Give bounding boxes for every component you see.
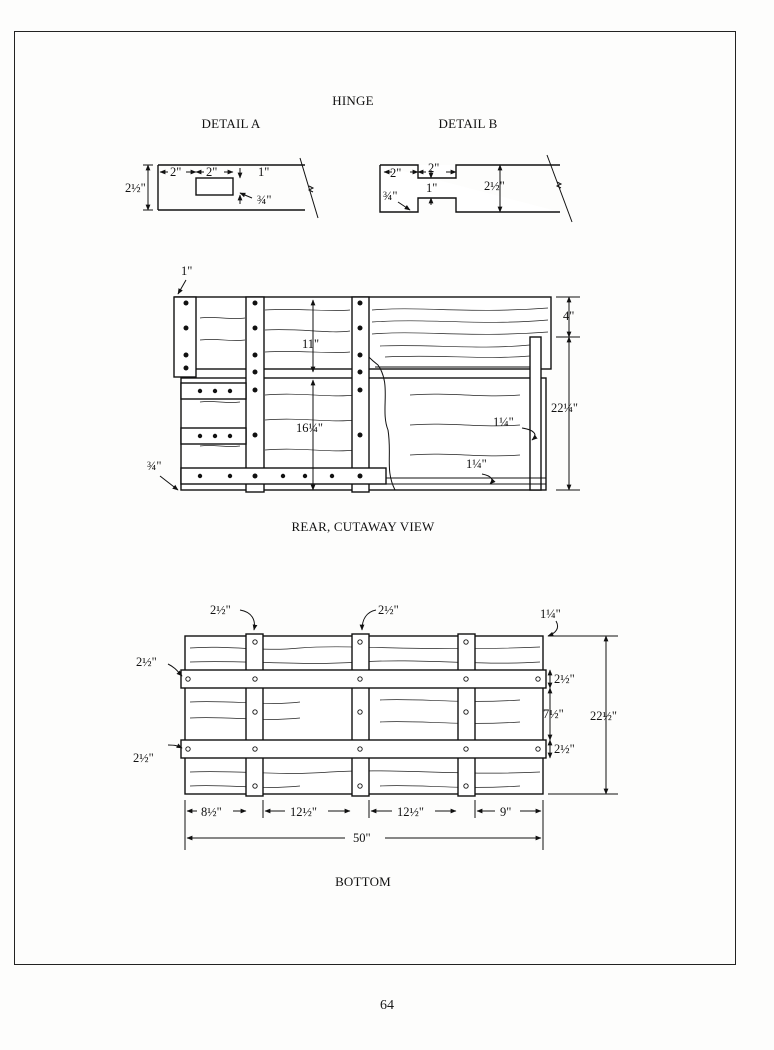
rear-upper-height: 11" [302,337,320,351]
bottom-depth: 22½" [590,709,617,723]
hinge-title: HINGE [332,93,374,108]
rear-top-gap: 1" [181,264,193,278]
bottom-length: 50" [353,831,371,845]
rear-lid-thickness: 4" [563,309,575,323]
detail-b-w1: 2" [390,166,402,180]
page-number: 64 [380,998,394,1013]
rear-total-height: 22¼" [551,401,578,415]
detail-b-notch: ¾" [383,189,398,203]
rear-title: REAR, CUTAWAY VIEW [291,519,435,534]
detail-b-height: 2½" [484,179,505,193]
bottom-view-drawing [168,610,618,850]
detail-b-drawing [380,155,572,222]
rear-cutaway-drawing [160,280,580,492]
detail-a-title: DETAIL A [201,116,261,131]
detail-a-slot-edge: ¾" [257,193,272,207]
bottom-left-lower: 2½" [133,751,154,765]
bottom-strap-a: 2½" [210,603,231,617]
bottom-seg2: 12½" [290,805,317,819]
rear-side-thickness: 1¼" [493,415,514,429]
bottom-right-upper: 2½" [554,672,575,686]
bottom-strap-b: 2½" [378,603,399,617]
rear-bottom-thickness: 1¼" [466,457,487,471]
bottom-seg1: 8½" [201,805,222,819]
bottom-left-upper: 2½" [136,655,157,669]
detail-b-notch-depth: 1" [426,181,438,195]
detail-b-title: DETAIL B [438,116,498,131]
detail-b-w2: 2" [428,161,440,175]
bottom-corner: 1¼" [540,607,561,621]
detail-a-slot-h: 1" [258,165,270,179]
rear-lower-height: 16¼" [296,421,323,435]
detail-a-w1: 2" [170,165,182,179]
bottom-right-lower: 2½" [554,742,575,756]
bottom-seg4: 9" [500,805,512,819]
detail-a-w2: 2" [206,165,218,179]
bottom-title: BOTTOM [335,874,391,889]
rear-batten-gap: ¾" [147,459,162,473]
detail-a-height: 2½" [125,181,146,195]
bottom-middle: 7½" [543,707,564,721]
bottom-seg3: 12½" [397,805,424,819]
